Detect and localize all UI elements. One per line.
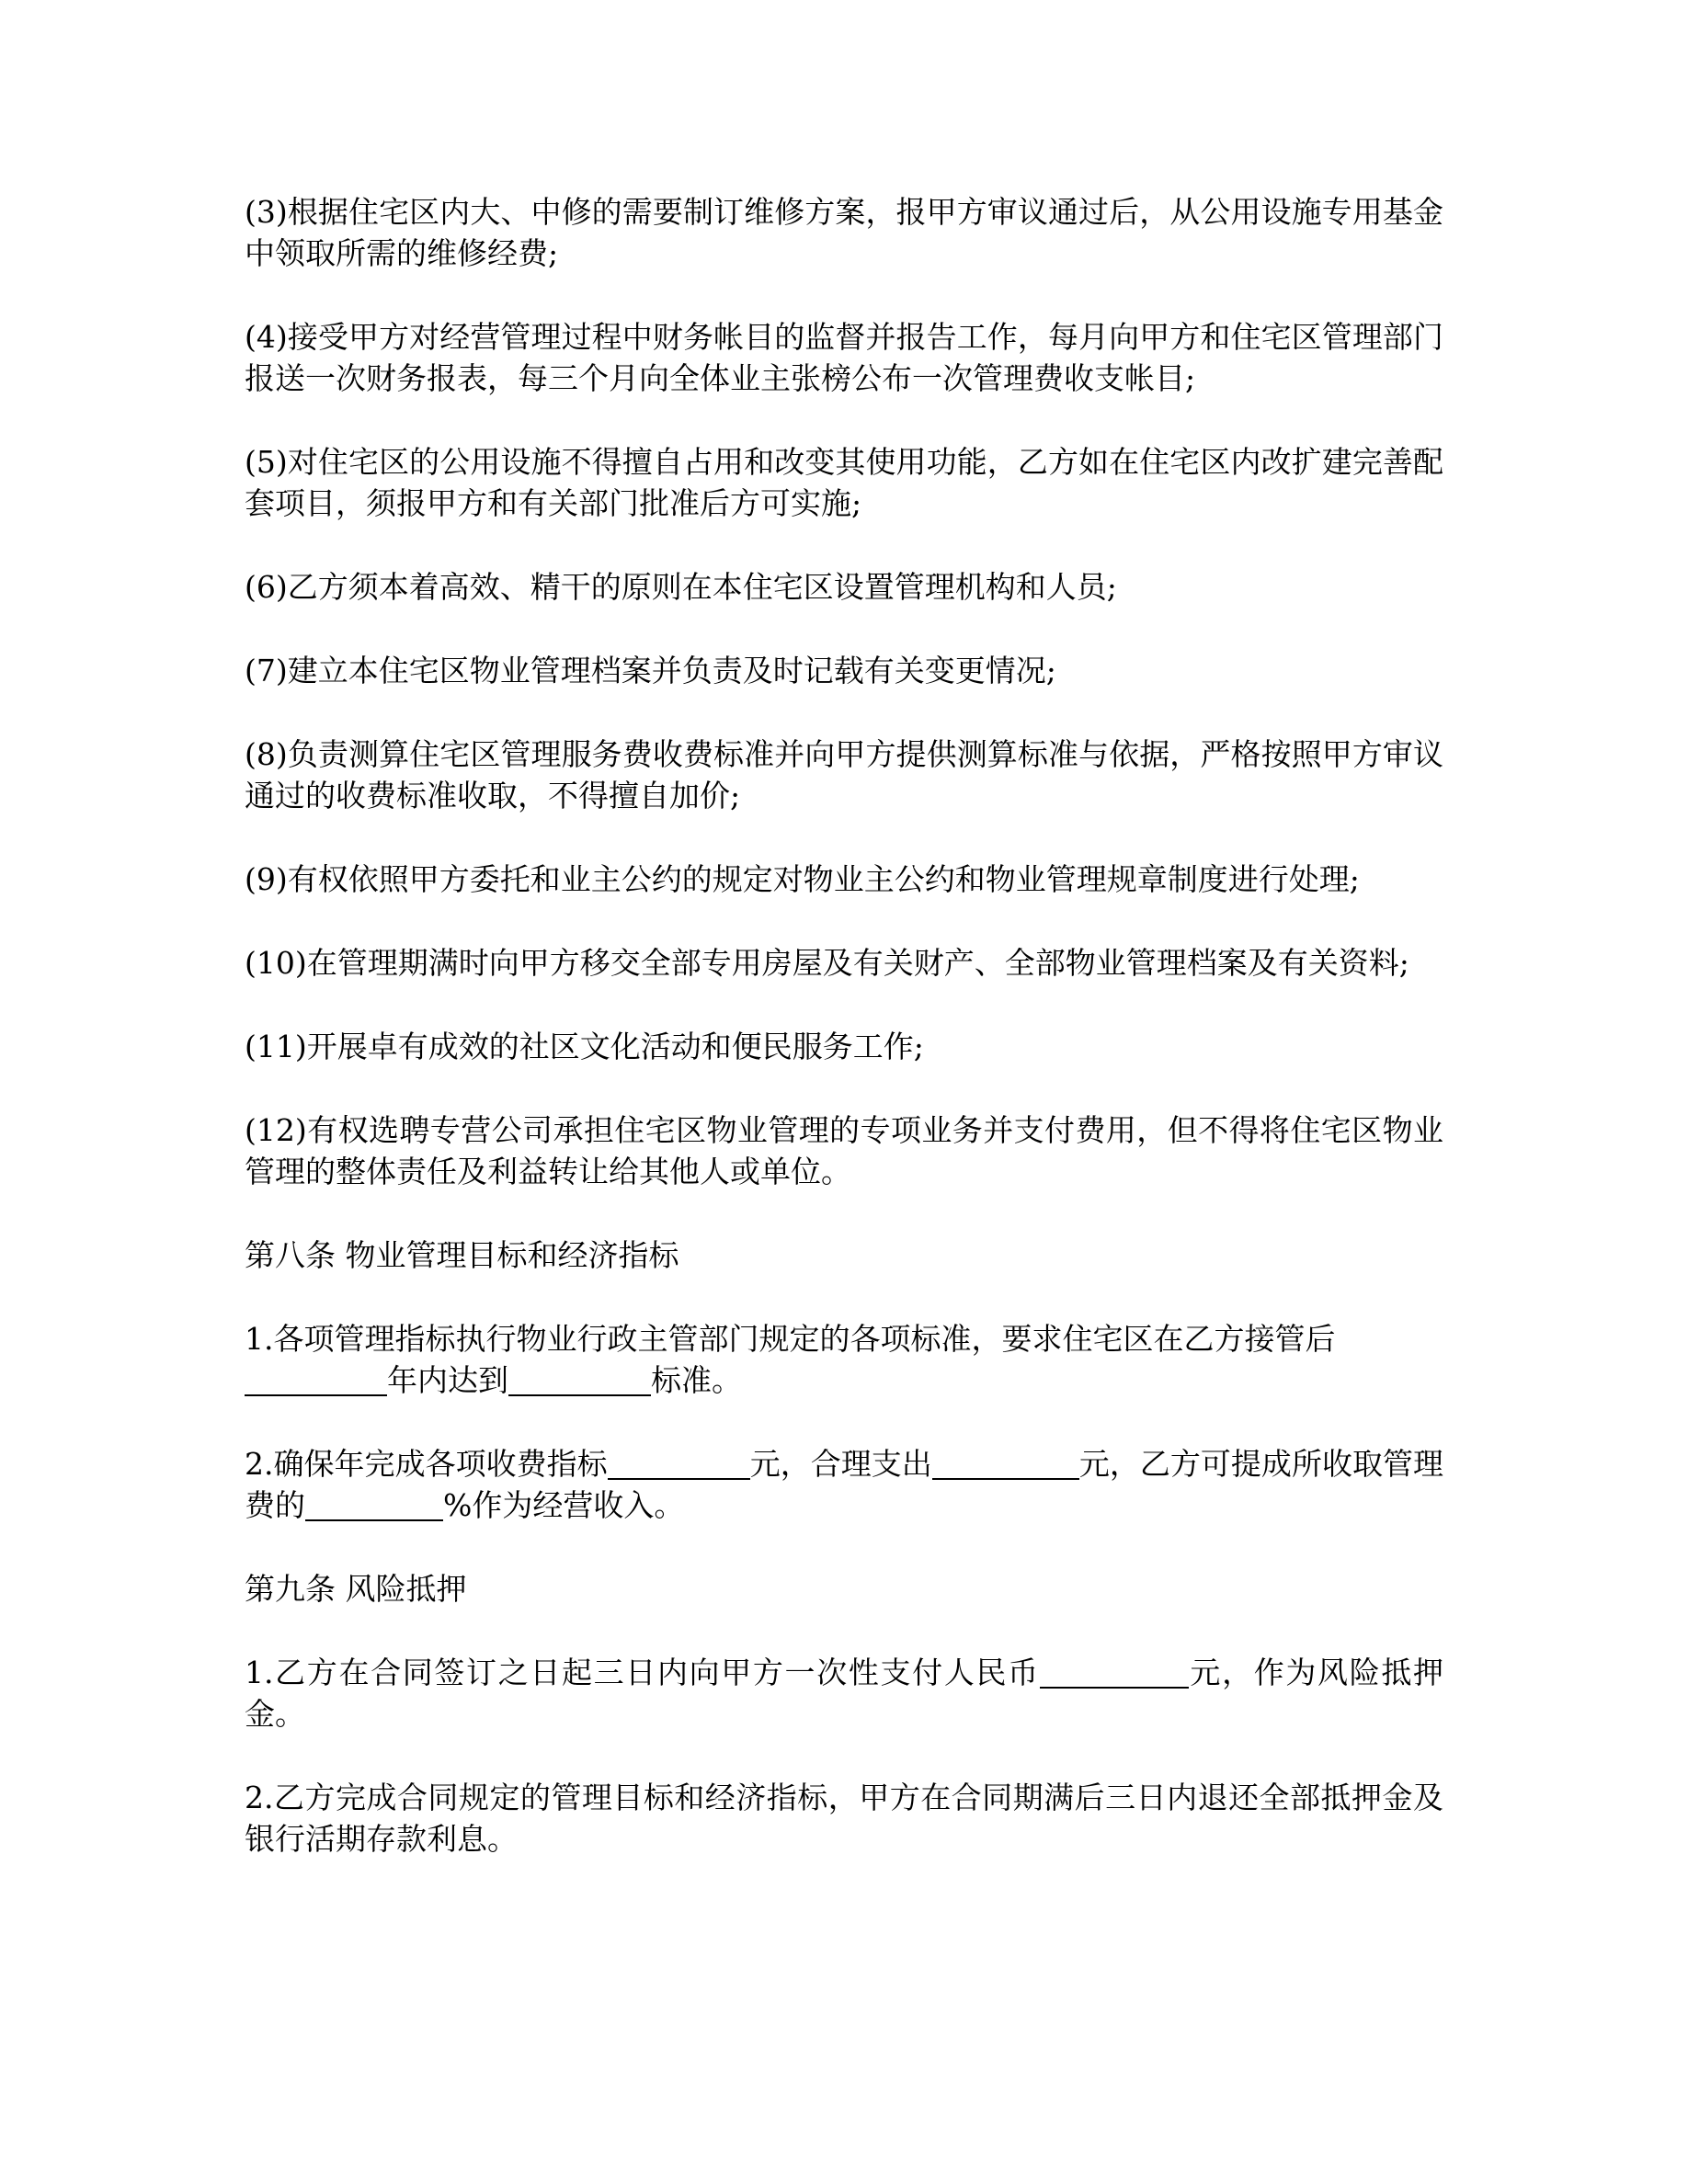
blank-field-years xyxy=(245,1363,387,1396)
blank-field-standard xyxy=(508,1363,651,1396)
article-9-item-2: 2.乙方完成合同规定的管理目标和经济指标，甲方在合同期满后三日内退还全部抵押金及银行活期存款利息。 xyxy=(245,1780,1443,1857)
article-9-item-1-text-b: 元，作为风险抵押金。 xyxy=(245,1655,1443,1732)
blank-field-fee-target xyxy=(608,1447,750,1480)
article-8-item-2-text-d: %作为经营收入。 xyxy=(443,1487,685,1523)
article-9-item-1 xyxy=(245,1652,1443,1735)
clause-7: (7)建立本住宅区物业管理档案并负责及时记载有关变更情况; xyxy=(245,653,1056,688)
article-8-item-1-text-a: 1.各项管理指标执行物业行政主管部门规定的各项标准，要求住宅区在乙方接管后 xyxy=(245,1321,1336,1357)
clause-6: (6)乙方须本着高效、精干的原则在本住宅区设置管理机构和人员; xyxy=(245,569,1117,605)
clause-12: (12)有权选聘专营公司承担住宅区物业管理的专项业务并支付费用，但不得将住宅区物业管理的整体责任及利益转让给其他人或单位。 xyxy=(245,1112,1443,1189)
article-8-item-1 xyxy=(245,1318,1443,1401)
article-8-heading: 第八条 物业管理目标和经济指标 xyxy=(245,1237,679,1273)
blank-field-expenses xyxy=(932,1447,1079,1480)
article-8-item-2-text-a: 2.确保年完成各项收费指标 xyxy=(245,1446,608,1482)
document-page xyxy=(245,191,1443,1902)
clause-9: (9)有权依照甲方委托和业主公约的规定对物业主公约和物业管理规章制度进行处理; xyxy=(245,861,1360,897)
clause-3: (3)根据住宅区内大、中修的需要制订维修方案，报甲方审议通过后，从公用设施专用基金中领取所需的维修经费; xyxy=(245,194,1443,271)
article-9-heading: 第九条 风险抵押 xyxy=(245,1571,467,1607)
clause-11: (11)开展卓有成效的社区文化活动和便民服务工作; xyxy=(245,1029,924,1064)
article-9-item-1-text-a: 1.乙方在合同签订之日起三日内向甲方一次性支付人民币 xyxy=(245,1655,1040,1690)
blank-field-deposit-amount xyxy=(1040,1655,1189,1689)
clause-4: (4)接受甲方对经营管理过程中财务帐目的监督并报告工作，每月向甲方和住宅区管理部门报送一次财务报表，每三个月向全体业主张榜公布一次管理费收支帐目; xyxy=(245,319,1443,396)
clause-10: (10)在管理期满时向甲方移交全部专用房屋及有关财产、全部物业管理档案及有关资料; xyxy=(245,945,1409,981)
blank-field-percentage xyxy=(305,1488,443,1521)
clause-5: (5)对住宅区的公用设施不得擅自占用和改变其使用功能，乙方如在住宅区内改扩建完善配套项目，须报甲方和有关部门批准后方可实施; xyxy=(245,444,1443,521)
article-8-item-1-text-b: 年内达到 xyxy=(387,1362,508,1398)
article-8-item-2 xyxy=(245,1443,1443,1526)
article-8-item-2-text-b: 元，合理支出 xyxy=(749,1446,932,1482)
article-8-item-2-text-c: 元，乙方可提成所收取管理费的 xyxy=(245,1446,1444,1523)
article-8-item-1-text-c: 标准。 xyxy=(651,1362,742,1398)
clause-8: (8)负责测算住宅区管理服务费收费标准并向甲方提供测算标准与依据，严格按照甲方审议通过的收费标准收取，不得擅自加价; xyxy=(245,736,1443,813)
